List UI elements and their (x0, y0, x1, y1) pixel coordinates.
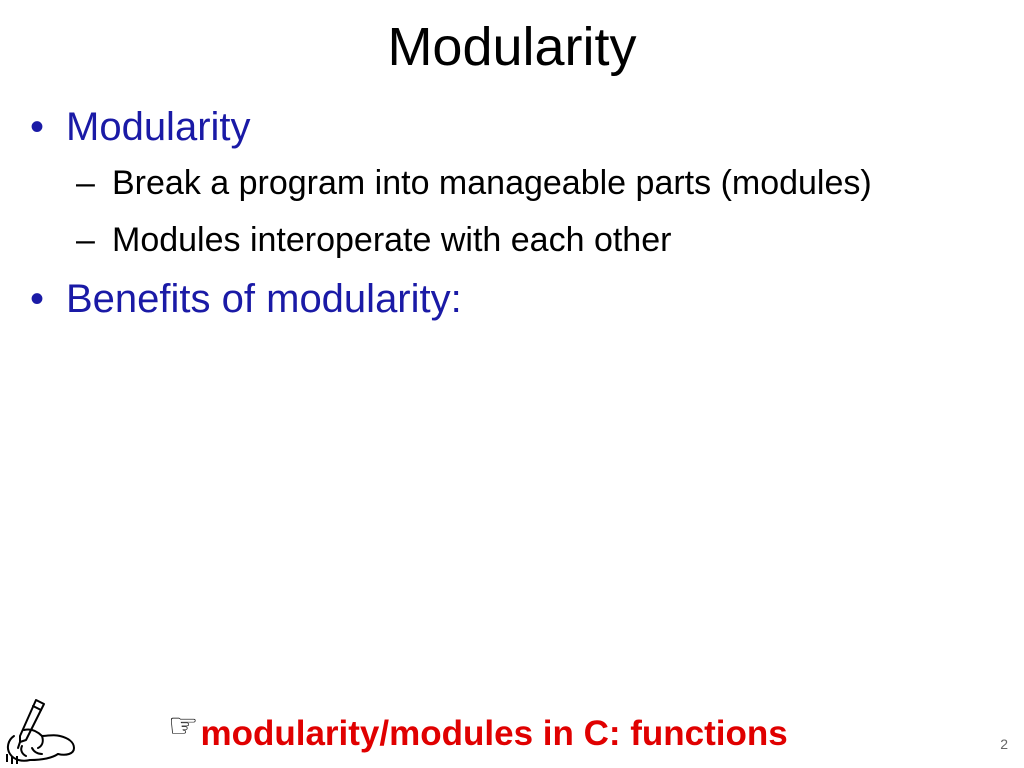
sub-bullet-text: Modules interoperate with each other (112, 221, 672, 260)
sub-bullet-dash: – (76, 164, 95, 202)
footer-note (168, 706, 788, 764)
slide-title: Modularity (387, 17, 637, 77)
page-number: 2 (1000, 736, 1008, 752)
sub-bullet-text: Break a program into manageable parts (modules) (112, 164, 872, 202)
sub-bullet-item (28, 221, 1018, 260)
pointing-hand-icon: ☞ (168, 706, 199, 746)
bullet-list (28, 104, 1018, 322)
footer-text: modularity/modules in C: functions (200, 714, 788, 753)
sub-bullet-dash: – (76, 221, 95, 260)
bullet-text: Benefits of modularity: (66, 277, 462, 322)
bullet-dot: • (30, 277, 45, 322)
bullet-item (28, 276, 1018, 322)
bullet-item (28, 104, 1018, 150)
bullet-dot: • (30, 105, 45, 149)
sub-bullet-item (28, 164, 1018, 203)
bullet-text: Modularity (66, 105, 251, 149)
hand-writing-logo-icon (2, 696, 80, 766)
